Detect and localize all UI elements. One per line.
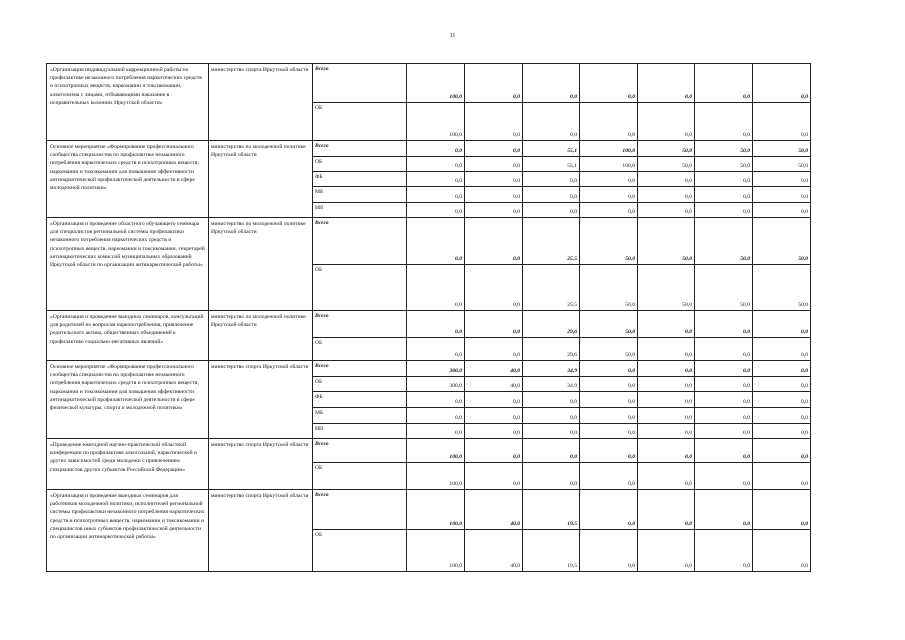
page-number: 11: [449, 33, 456, 39]
amount-cell: 50,0: [638, 141, 695, 157]
amount-cell: 0,0: [638, 392, 695, 408]
activity-description: «Организация и проведение выездных семинаров, консультаций для родителей по вопросам наркопотребления, привлечение родительского актива, общественных объединений к профилактике социально-негативных явлений»: [47, 311, 209, 361]
amount-cell: 0,0: [407, 338, 465, 361]
amount-cell: 0,0: [638, 424, 695, 439]
amount-cell: 0,0: [465, 439, 523, 463]
amount-cell: 25,5: [523, 265, 580, 311]
funding-source: Всего: [313, 311, 407, 338]
amount-cell: 50,0: [753, 265, 811, 311]
funding-table: [46, 63, 811, 572]
funding-source: ОБ: [313, 265, 407, 311]
amount-cell: 0,0: [523, 172, 580, 187]
amount-cell: 0,0: [580, 490, 638, 530]
amount-cell: 100,0: [407, 490, 465, 530]
amount-cell: 0,0: [753, 490, 811, 530]
amount-cell: 0,0: [465, 103, 523, 141]
amount-cell: 50,0: [753, 157, 811, 172]
funding-source: МБ: [313, 187, 407, 203]
amount-cell: 0,0: [407, 203, 465, 218]
amount-cell: 0,0: [580, 361, 638, 377]
amount-cell: 0,0: [407, 392, 465, 408]
table-row: [47, 218, 811, 265]
amount-cell: 0,0: [753, 361, 811, 377]
amount-cell: 0,0: [465, 424, 523, 439]
amount-cell: 0,0: [465, 187, 523, 203]
table-row: [47, 490, 811, 530]
amount-cell: 0,0: [695, 424, 753, 439]
amount-cell: 0,0: [695, 463, 753, 490]
amount-cell: 50,0: [638, 265, 695, 311]
activity-description: «Организация индивидуальной коррекционной работы по профилактике незаконного потребления наркотических средств и психотропных веществ, наркомании и токсикомании, алкоголизма с лицами, отбывающими наказание в исправительных колониях Иркутской области»: [47, 64, 209, 141]
amount-cell: 50,0: [753, 218, 811, 265]
amount-cell: 34,9: [523, 377, 580, 392]
amount-cell: 0,0: [695, 103, 753, 141]
amount-cell: 34,9: [523, 361, 580, 377]
amount-cell: 40,0: [465, 361, 523, 377]
amount-cell: 0,0: [523, 463, 580, 490]
amount-cell: 0,0: [523, 439, 580, 463]
amount-cell: 40,0: [465, 377, 523, 392]
amount-cell: 0,0: [580, 377, 638, 392]
funding-source: ОБ: [313, 157, 407, 172]
amount-cell: 50,0: [638, 157, 695, 172]
amount-cell: 50,0: [580, 265, 638, 311]
amount-cell: 0,0: [753, 203, 811, 218]
funding-source: Всего: [313, 490, 407, 530]
amount-cell: 50,0: [695, 265, 753, 311]
amount-cell: 0,0: [407, 218, 465, 265]
amount-cell: 0,0: [753, 311, 811, 338]
amount-cell: 0,0: [580, 203, 638, 218]
amount-cell: 0,0: [638, 439, 695, 463]
amount-cell: 0,0: [407, 424, 465, 439]
amount-cell: 0,0: [695, 187, 753, 203]
executor: министерство спорта Иркутской области: [209, 361, 313, 439]
table-row: [47, 439, 811, 463]
funding-source: Всего: [313, 439, 407, 463]
amount-cell: 0,0: [638, 64, 695, 103]
funding-source: ОБ: [313, 377, 407, 392]
amount-cell: 0,0: [465, 311, 523, 338]
amount-cell: 0,0: [695, 64, 753, 103]
activity-description: «Организация и проведение выездных семинаров для работников молодежной политики, исполнителей региональной системы профилактики незаконного потребления наркотических средств и психотропных веществ, наркомании и токсикомании и специалистов иных субъектов профилактической деятельности по организации антинаркотической работы»: [47, 490, 209, 572]
amount-cell: 0,0: [465, 392, 523, 408]
amount-cell: 0,0: [753, 377, 811, 392]
amount-cell: 0,0: [580, 439, 638, 463]
amount-cell: 0,0: [465, 463, 523, 490]
amount-cell: 0,0: [638, 490, 695, 530]
amount-cell: 0,0: [753, 338, 811, 361]
amount-cell: 55,1: [523, 157, 580, 172]
amount-cell: 50,0: [753, 141, 811, 157]
amount-cell: 0,0: [638, 338, 695, 361]
amount-cell: 0,0: [695, 439, 753, 463]
amount-cell: 0,0: [638, 103, 695, 141]
amount-cell: 0,0: [465, 265, 523, 311]
amount-cell: 100,0: [407, 439, 465, 463]
amount-cell: 0,0: [638, 408, 695, 424]
amount-cell: 300,0: [407, 377, 465, 392]
amount-cell: 0,0: [695, 530, 753, 572]
amount-cell: 0,0: [695, 338, 753, 361]
funding-source: Всего: [313, 64, 407, 103]
amount-cell: 50,0: [580, 338, 638, 361]
amount-cell: 0,0: [465, 218, 523, 265]
amount-cell: 29,6: [523, 311, 580, 338]
amount-cell: 0,0: [753, 424, 811, 439]
table-row: [47, 64, 811, 103]
executor: министерство по молодежной политике Иркутской области: [209, 311, 313, 361]
amount-cell: 0,0: [695, 172, 753, 187]
amount-cell: 0,0: [465, 141, 523, 157]
table-row: [47, 311, 811, 338]
amount-cell: 55,1: [523, 141, 580, 157]
amount-cell: 19,5: [523, 530, 580, 572]
amount-cell: 0,0: [523, 408, 580, 424]
activity-description: Основное мероприятие «Формирование профессионального сообщества специалистов по профилактике незаконного потребления наркотических средств и психотропных веществ, наркомании и токсикомании для повышения эффективности антинаркотической профилактической деятельности в сфере физической культуры, спорта и молодежной политики»: [47, 361, 209, 439]
funding-source: ФБ: [313, 392, 407, 408]
amount-cell: 0,0: [580, 103, 638, 141]
amount-cell: 50,0: [580, 311, 638, 338]
amount-cell: 0,0: [523, 187, 580, 203]
amount-cell: 0,0: [638, 172, 695, 187]
amount-cell: 0,0: [695, 311, 753, 338]
amount-cell: 0,0: [753, 463, 811, 490]
amount-cell: 50,0: [695, 218, 753, 265]
executor: министерство по молодежной политике Иркутской области: [209, 218, 313, 311]
amount-cell: 0,0: [580, 530, 638, 572]
amount-cell: 0,0: [465, 172, 523, 187]
amount-cell: 0,0: [523, 64, 580, 103]
amount-cell: 0,0: [638, 187, 695, 203]
amount-cell: 0,0: [580, 408, 638, 424]
amount-cell: 0,0: [695, 408, 753, 424]
funding-source: ИИ: [313, 424, 407, 439]
amount-cell: 300,0: [407, 361, 465, 377]
amount-cell: 0,0: [523, 103, 580, 141]
amount-cell: 50,0: [638, 218, 695, 265]
table-row: [47, 141, 811, 157]
amount-cell: 0,0: [523, 392, 580, 408]
activity-description: «Организация и проведение областного обучающего семинара для специалистов региональной системы профилактики незаконного потребления наркотических средств и психотропных веществ, наркомании и токсикомании, секретарей антинаркотических комиссий муниципальных образований Иркутской области по организации антинаркотической работы»: [47, 218, 209, 311]
funding-source: Всего: [313, 218, 407, 265]
amount-cell: 0,0: [407, 408, 465, 424]
amount-cell: 0,0: [465, 203, 523, 218]
amount-cell: 0,0: [407, 187, 465, 203]
activity-description: «Проведение ежегодной научно-практической областной конференции по профилактике алкогольной, наркотической и других зависимостей среди молодежи с привлечением специалистов других субъектов Российской Федерации»: [47, 439, 209, 490]
amount-cell: 0,0: [523, 203, 580, 218]
amount-cell: 100,0: [580, 157, 638, 172]
amount-cell: 0,0: [753, 172, 811, 187]
amount-cell: 0,0: [753, 439, 811, 463]
funding-source: ОБ: [313, 530, 407, 572]
amount-cell: 0,0: [753, 187, 811, 203]
amount-cell: 25,5: [523, 218, 580, 265]
executor: министерство спорта Иркутской области: [209, 490, 313, 572]
amount-cell: 0,0: [753, 408, 811, 424]
funding-source: МБ: [313, 408, 407, 424]
amount-cell: 29,6: [523, 338, 580, 361]
amount-cell: 100,0: [580, 141, 638, 157]
amount-cell: 0,0: [580, 187, 638, 203]
activity-description: Основное мероприятие «Формирование профессионального сообщества специалистов по профилактике незаконного потребления наркотических средств и психотропных веществ, наркомании и токсикомании для повышения эффективности антинаркотической профилактической деятельности в сфере молодежной политики»: [47, 141, 209, 218]
amount-cell: 0,0: [407, 265, 465, 311]
amount-cell: 50,0: [695, 141, 753, 157]
funding-source: ОБ: [313, 103, 407, 141]
amount-cell: 40,0: [465, 530, 523, 572]
amount-cell: 0,0: [407, 141, 465, 157]
amount-cell: 0,0: [753, 103, 811, 141]
amount-cell: 100,0: [407, 463, 465, 490]
amount-cell: 0,0: [407, 311, 465, 338]
funding-source: ФБ: [313, 172, 407, 187]
amount-cell: 50,0: [580, 218, 638, 265]
funding-source: ОБ: [313, 338, 407, 361]
amount-cell: 0,0: [695, 377, 753, 392]
funding-source: ОБ: [313, 463, 407, 490]
amount-cell: 0,0: [523, 424, 580, 439]
table-row: [47, 361, 811, 377]
amount-cell: 0,0: [465, 408, 523, 424]
amount-cell: 0,0: [695, 203, 753, 218]
amount-cell: 0,0: [638, 311, 695, 338]
amount-cell: 0,0: [407, 157, 465, 172]
amount-cell: 0,0: [638, 203, 695, 218]
amount-cell: 19,5: [523, 490, 580, 530]
executor: министерство спорта Иркутской области: [209, 439, 313, 490]
amount-cell: 0,0: [695, 361, 753, 377]
amount-cell: 0,0: [638, 530, 695, 572]
amount-cell: 40,0: [465, 490, 523, 530]
funding-source: Всего: [313, 361, 407, 377]
amount-cell: 0,0: [580, 463, 638, 490]
amount-cell: 0,0: [465, 338, 523, 361]
amount-cell: 0,0: [580, 392, 638, 408]
executor: министерство по молодежной политике Иркутской области: [209, 141, 313, 218]
amount-cell: 100,0: [407, 64, 465, 103]
amount-cell: 0,0: [638, 463, 695, 490]
amount-cell: 0,0: [695, 392, 753, 408]
amount-cell: 100,0: [407, 103, 465, 141]
amount-cell: 0,0: [753, 530, 811, 572]
amount-cell: 0,0: [407, 172, 465, 187]
amount-cell: 0,0: [580, 172, 638, 187]
amount-cell: 0,0: [638, 361, 695, 377]
amount-cell: 0,0: [465, 157, 523, 172]
funding-source: Всего: [313, 141, 407, 157]
amount-cell: 0,0: [580, 64, 638, 103]
amount-cell: 0,0: [753, 64, 811, 103]
executor: министерство спорта Иркутской области: [209, 64, 313, 141]
funding-source: ИИ: [313, 203, 407, 218]
amount-cell: 0,0: [580, 424, 638, 439]
amount-cell: 0,0: [695, 490, 753, 530]
amount-cell: 50,0: [695, 157, 753, 172]
amount-cell: 100,0: [407, 530, 465, 572]
amount-cell: 0,0: [753, 392, 811, 408]
amount-cell: 0,0: [638, 377, 695, 392]
amount-cell: 0,0: [465, 64, 523, 103]
